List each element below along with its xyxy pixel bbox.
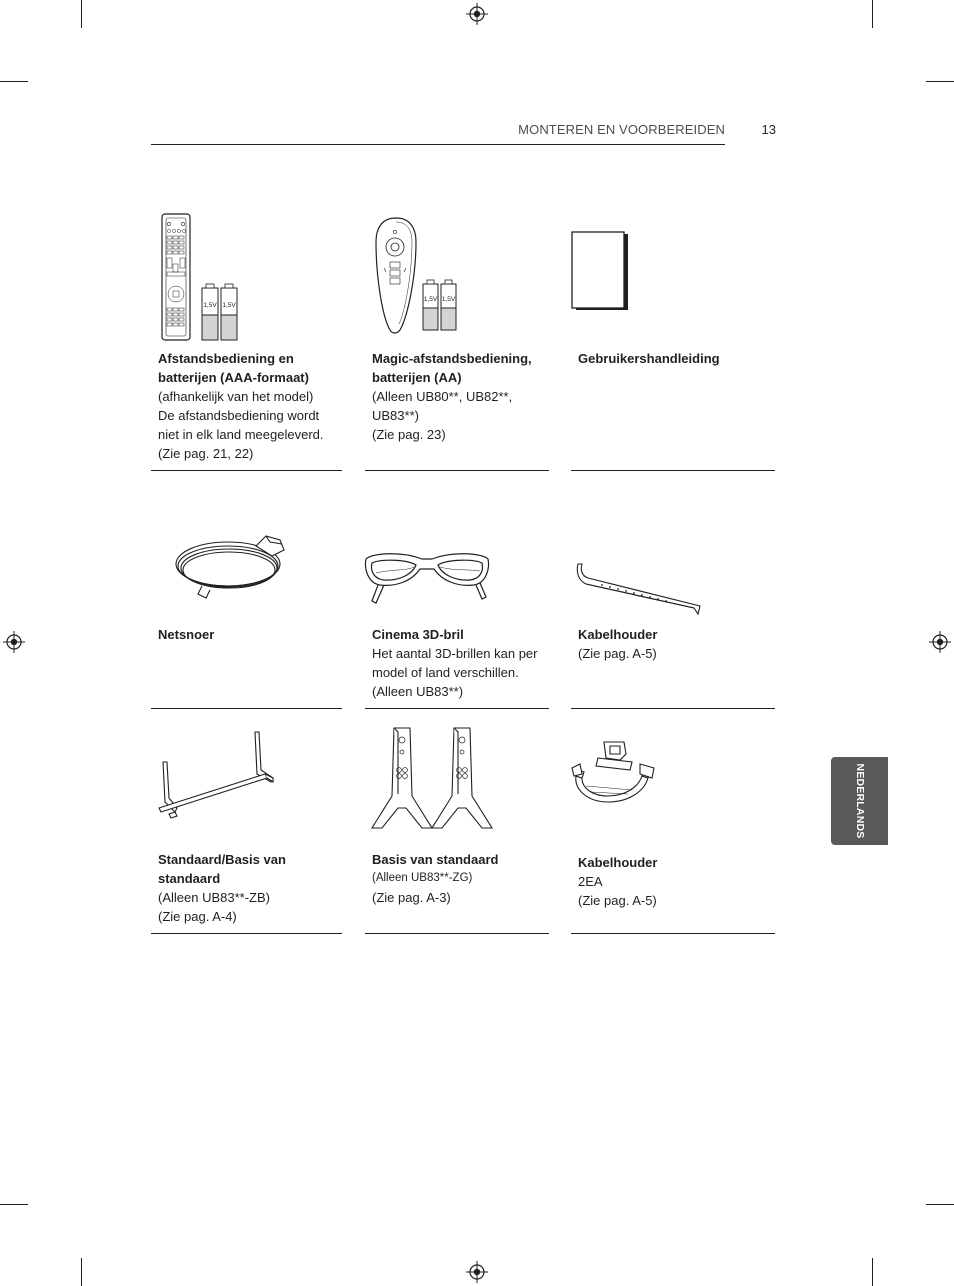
section-divider: [571, 470, 775, 471]
item-title: standaard: [158, 871, 221, 886]
crop-mark: [872, 0, 873, 28]
section-divider: [571, 708, 775, 709]
manual-icon: [570, 230, 632, 312]
item-title: Netsnoer: [158, 627, 215, 642]
item-caption: [578, 853, 774, 910]
section-divider: [151, 933, 342, 934]
item-description: De afstandsbediening wordt: [158, 408, 320, 423]
item-description: (Alleen UB83**-ZG): [372, 872, 473, 884]
language-tab: [831, 757, 888, 845]
stand-base-icon: [155, 728, 280, 820]
crop-mark: [81, 0, 82, 28]
battery-label: 1,5V: [203, 302, 217, 309]
item-title: Basis van standaard: [372, 852, 499, 867]
item-title: Standaard/Basis van: [158, 852, 286, 867]
item-description: (Zie pag. A-4): [158, 909, 237, 924]
registration-mark-icon: [466, 3, 488, 25]
battery-label: 1,5V: [423, 296, 438, 303]
item-title: Gebruikershandleiding: [578, 351, 720, 366]
cable-tie-icon: [572, 560, 704, 616]
page-number: 13: [761, 122, 776, 137]
header-rule: [151, 144, 725, 145]
item-description: (Zie pag. A-3): [372, 890, 451, 905]
item-description: (Zie pag. 21, 22): [158, 446, 254, 461]
section-divider: [151, 470, 342, 471]
crop-mark: [81, 1258, 82, 1286]
item-description: (Zie pag. A-5): [578, 646, 657, 661]
item-description: (Alleen UB83**-ZB): [158, 890, 270, 905]
item-description: Het aantal 3D-brillen kan per: [372, 646, 538, 661]
item-title: Magic-afstandsbediening,: [372, 351, 532, 366]
crop-mark: [926, 81, 954, 82]
stand-feet-icon: [370, 724, 496, 832]
item-description: (Alleen UB80**, UB82**,: [372, 389, 513, 404]
item-caption: [578, 349, 774, 368]
cable-holder-icon: [570, 738, 660, 808]
crop-mark: [872, 1258, 873, 1286]
item-caption: [578, 625, 774, 663]
item-description: niet in elk land meegeleverd.: [158, 427, 324, 442]
item-description: model of land verschillen.: [372, 665, 519, 680]
item-title: batterijen (AAA-formaat): [158, 370, 309, 385]
section-divider: [365, 708, 549, 709]
crop-mark: [926, 1204, 954, 1205]
item-caption: [158, 625, 342, 644]
battery-label: 1,5V: [441, 296, 456, 303]
registration-mark-icon: [466, 1261, 488, 1283]
item-title: Kabelhouder: [578, 627, 658, 642]
item-title: Cinema 3D-bril: [372, 627, 464, 642]
section-title: MONTEREN EN VOORBEREIDEN: [518, 122, 725, 137]
item-title: Kabelhouder: [578, 855, 658, 870]
item-description: (afhankelijk van het model): [158, 389, 314, 404]
battery-label: 1,5V: [222, 302, 236, 309]
item-title: batterijen (AA): [372, 370, 462, 385]
section-divider: [571, 933, 775, 934]
language-tab-label: NEDERLANDS: [853, 763, 866, 839]
crop-mark: [0, 1204, 28, 1205]
item-title: Afstandsbediening en: [158, 351, 294, 366]
item-caption: [372, 850, 550, 907]
section-divider: [365, 470, 549, 471]
registration-mark-icon: [3, 631, 25, 653]
remote-control-icon: [160, 212, 240, 342]
item-description: (Alleen UB83**): [372, 684, 464, 699]
item-description: (Zie pag. A-5): [578, 893, 657, 908]
item-description: (Zie pag. 23): [372, 427, 446, 442]
registration-mark-icon: [929, 631, 951, 653]
power-cord-icon: [172, 528, 292, 604]
item-caption: [372, 349, 550, 444]
crop-mark: [0, 81, 28, 82]
item-caption: [372, 625, 550, 701]
section-divider: [365, 933, 549, 934]
item-caption: [158, 349, 342, 463]
magic-remote-icon: [374, 216, 462, 334]
item-description: 2EA: [578, 874, 603, 889]
item-description: UB83**): [372, 408, 419, 423]
item-caption: [158, 850, 342, 926]
3d-glasses-icon: [362, 545, 492, 607]
section-divider: [151, 708, 342, 709]
